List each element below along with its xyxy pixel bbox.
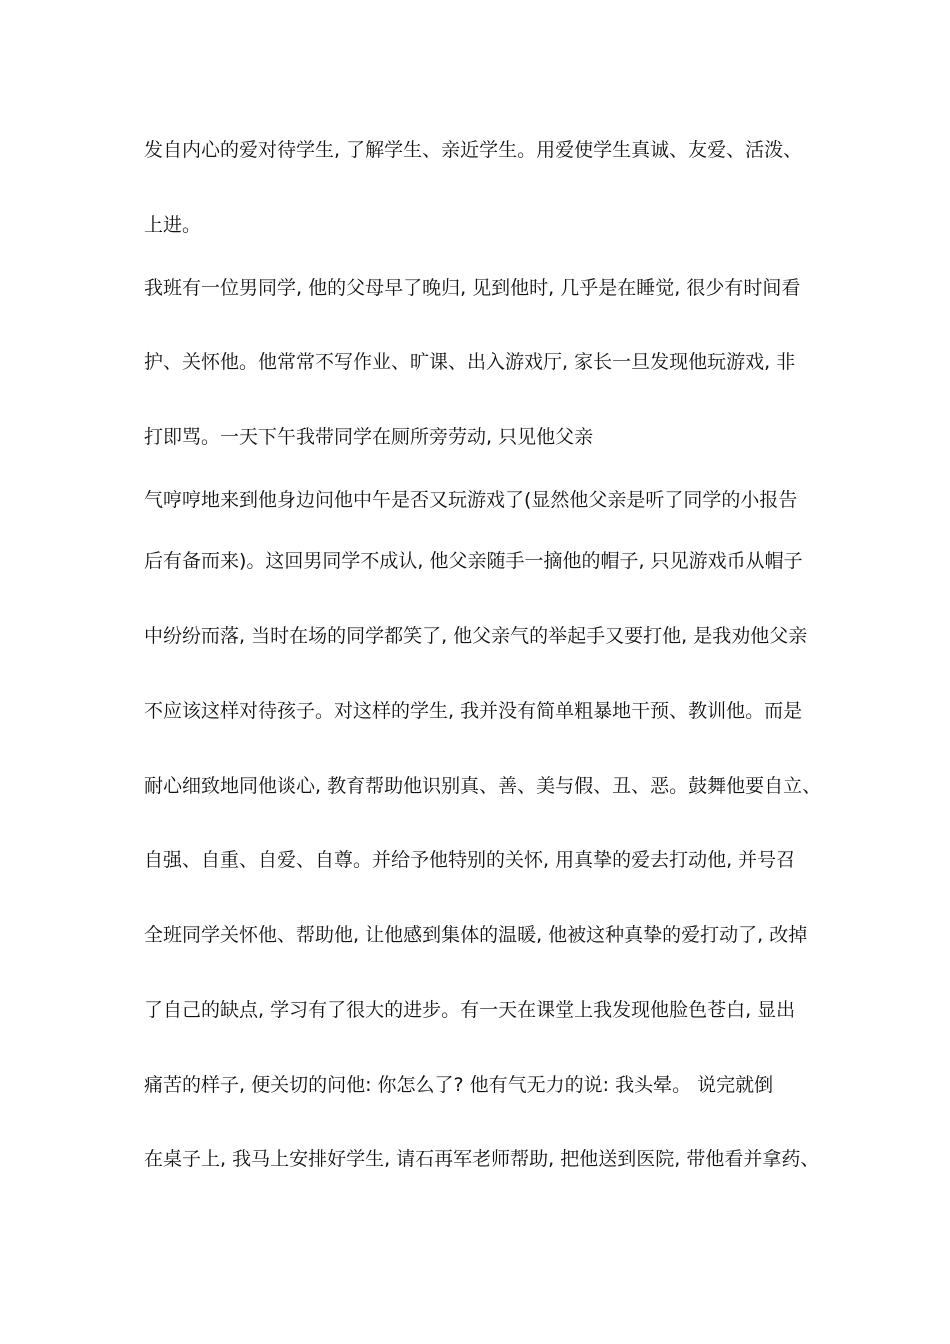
- text-line: 我班有一位男同学, 他的父母早了晚归, 见到他时, 几乎是在睡觉, 很少有时间看: [144, 277, 801, 299]
- text-line: 耐心细致地同他谈心, 教育帮助他识别真、善、美与假、丑、恶。鼓舞他要自立、: [144, 775, 822, 797]
- text-line: 不应该这样对待孩子。对这样的学生, 我并没有简单粗暴地干预、教训他。而是: [144, 700, 803, 722]
- text-line: 在桌子上, 我马上安排好学生, 请石再军老师帮助, 把他送到医院, 带他看并拿药、: [144, 1148, 820, 1170]
- text-line: 自强、自重、自爱、自尊。并给予他特别的关怀, 用真挚的爱去打动他, 并号召: [144, 849, 796, 871]
- text-line: 上进。: [144, 214, 202, 236]
- text-line: 气哼哼地来到他身边问他中午是否又玩游戏了(显然他父亲是听了同学的小报告: [144, 489, 798, 511]
- text-line: 打即骂。一天下午我带同学在厕所旁劳动, 只见他父亲: [144, 426, 594, 448]
- text-line: 护、关怀他。他常常不写作业、旷课、出入游戏厅, 家长一旦发现他玩游戏, 非: [144, 351, 796, 373]
- text-line: 全班同学关怀他、帮助他, 让他感到集体的温暖, 他被这种真挚的爱打动了, 改掉: [144, 924, 808, 946]
- text-line: 发自内心的爱对待学生, 了解学生、亲近学生。用爱使学生真诚、友爱、活泼、: [144, 139, 803, 161]
- text-line: 了自己的缺点, 学习有了很大的进步。有一天在课堂上我发现他脸色苍白, 显出: [144, 999, 796, 1021]
- text-line: 后有备而来)。这回男同学不成认, 他父亲随手一摘他的帽子, 只见游戏币从帽子: [144, 550, 803, 572]
- text-line: 痛苦的样子, 便关切的问他: 你怎么了? 他有气无力的说: 我头晕。 说完就倒: [144, 1074, 774, 1096]
- text-line: 中纷纷而落, 当时在场的同学都笑了, 他父亲气的举起手又要打他, 是我劝他父亲: [144, 625, 808, 647]
